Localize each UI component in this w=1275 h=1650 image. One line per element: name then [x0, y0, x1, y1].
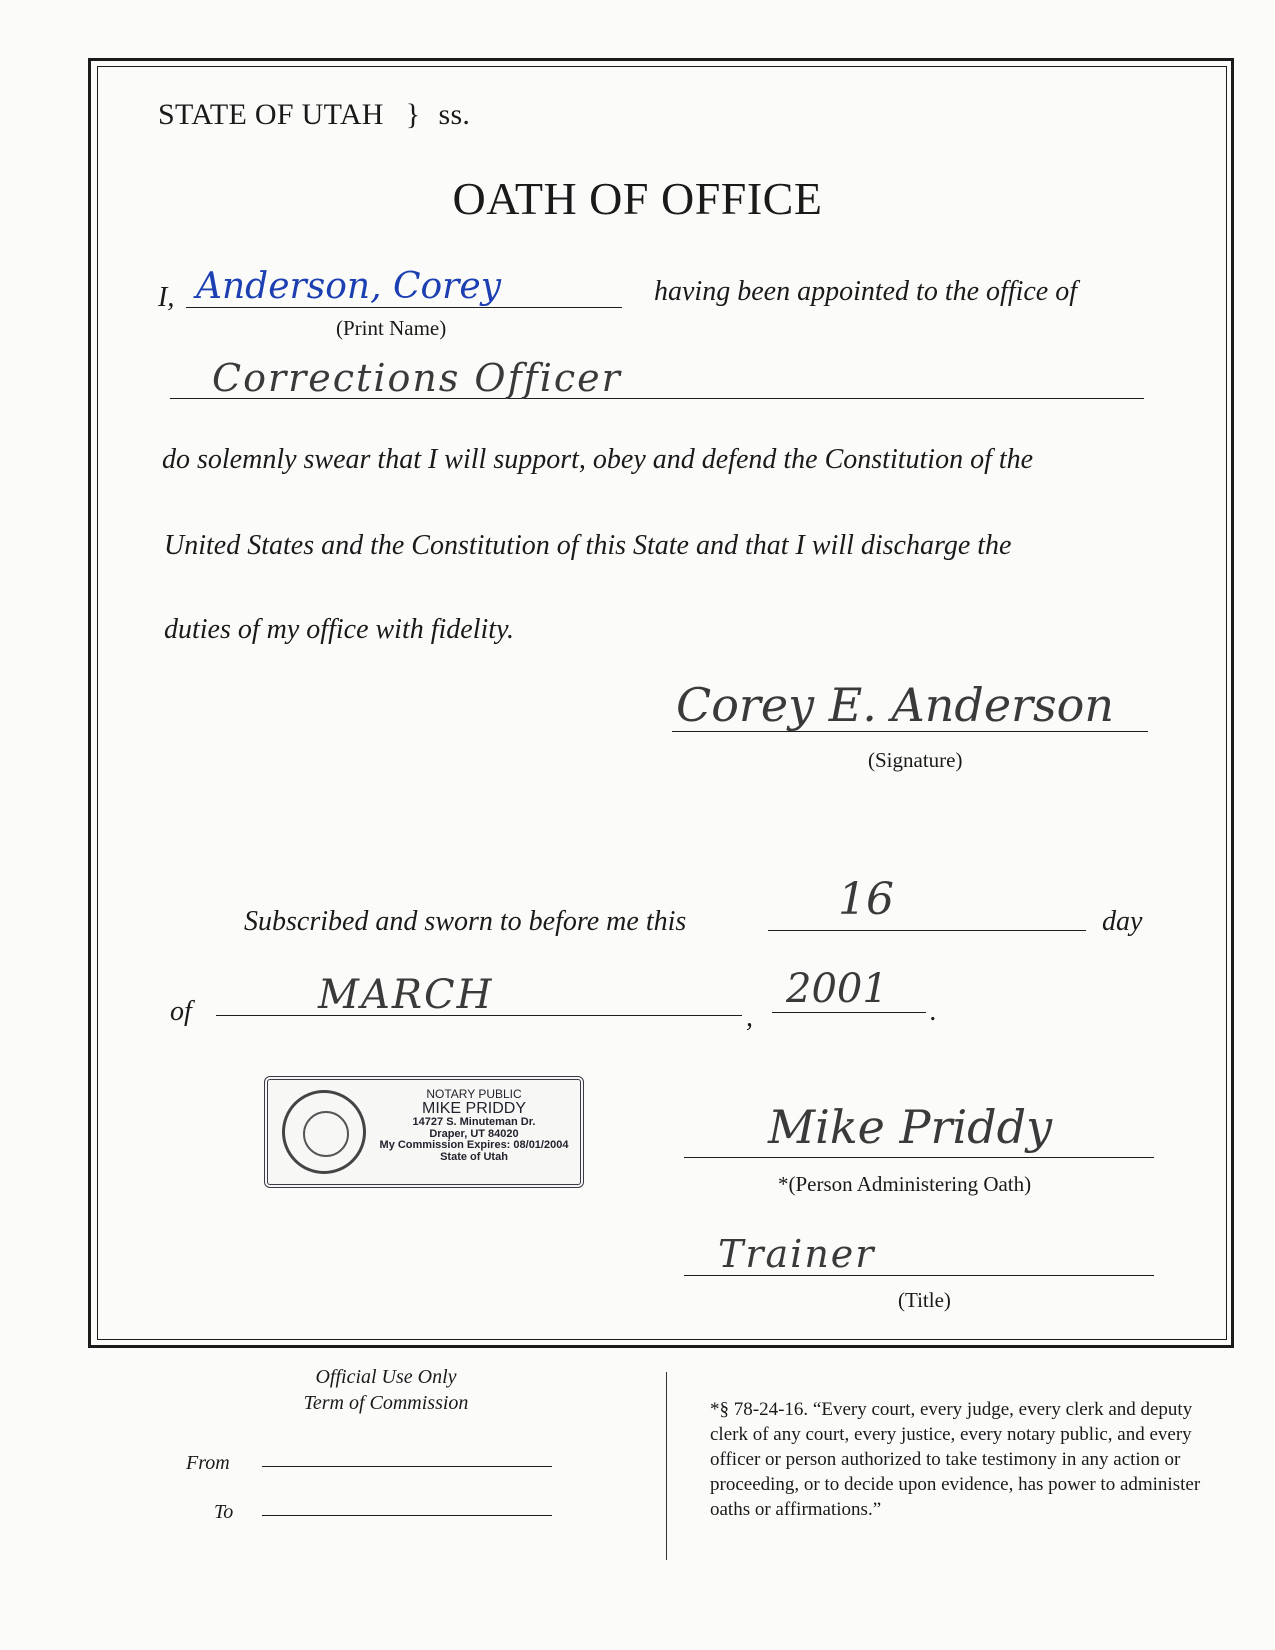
statute-text: *§ 78-24-16. “Every court, every judge, every clerk and deputy clerk of any court, every justice, every notary public, and every officer or person authorized to take testimony in any action or proceeding, or to decide upon evidence, has power to administer oaths or affirmations.” [710, 1399, 1201, 1520]
stamp-line-address: 14727 S. Minuteman Dr. [412, 1116, 536, 1129]
office-handwritten: Corrections Officer [212, 356, 622, 400]
sworn-text: Subscribed and sworn to before me this [244, 906, 687, 937]
notary-stamp-text [368, 1088, 580, 1164]
to-line [262, 1515, 552, 1516]
official-use-heading: Official Use Only [315, 1366, 457, 1388]
administrator-signature: Mike Priddy [768, 1100, 1053, 1154]
state-seal-icon [282, 1090, 366, 1174]
venue-brace: } [405, 98, 421, 131]
day-label: day [1102, 906, 1143, 937]
title-label: (Title) [898, 1288, 951, 1312]
venue-heading [158, 98, 470, 132]
print-name-line [186, 307, 622, 308]
administrator-line [684, 1157, 1154, 1158]
stamp-line-expires: My Commission Expires: 08/01/2004 [379, 1139, 569, 1152]
to-label: To [214, 1501, 234, 1523]
stamp-line-city: Draper, UT 84020 [429, 1127, 519, 1140]
footer-divider [666, 1372, 667, 1560]
oath-line-1: do solemnly swear that I will support, obey and defend the Constitution of the [162, 444, 1034, 475]
document-title: OATH OF OFFICE [452, 173, 823, 224]
oath-line-2: United States and the Constitution of this State and that I will discharge the [164, 530, 1012, 561]
administrator-label: *(Person Administering Oath) [778, 1172, 1032, 1196]
oath-line-3: duties of my office with fidelity. [164, 614, 514, 645]
oath-taker-signature: Corey E. Anderson [676, 678, 1114, 732]
venue-ss: ss. [438, 98, 471, 131]
month-handwritten: MARCH [318, 972, 494, 1018]
from-line [262, 1466, 552, 1467]
from-label: From [186, 1452, 230, 1474]
term-of-commission-heading: Term of Commission [303, 1392, 469, 1414]
day-handwritten: 16 [838, 874, 894, 925]
title-handwritten: Trainer [718, 1232, 876, 1276]
year-handwritten: 2001 [786, 966, 888, 1012]
of-label: of [170, 996, 192, 1027]
signature-label: (Signature) [868, 748, 963, 772]
stamp-line-name: MIKE PRIDDY [421, 1099, 526, 1117]
month-comma: , [746, 1002, 753, 1033]
year-period: . [930, 996, 937, 1027]
appointed-text: having been appointed to the office of [654, 276, 1078, 307]
i-prefix: I, [158, 282, 175, 313]
print-name-handwritten: Anderson, Corey [196, 266, 502, 307]
day-line [768, 930, 1086, 931]
year-line [772, 1012, 926, 1013]
print-name-label: (Print Name) [336, 316, 447, 340]
state-name: STATE OF UTAH [158, 98, 384, 131]
notary-stamp [264, 1076, 584, 1188]
stamp-line-notary: NOTARY PUBLIC [426, 1087, 522, 1101]
stamp-line-state: State of Utah [440, 1151, 508, 1164]
